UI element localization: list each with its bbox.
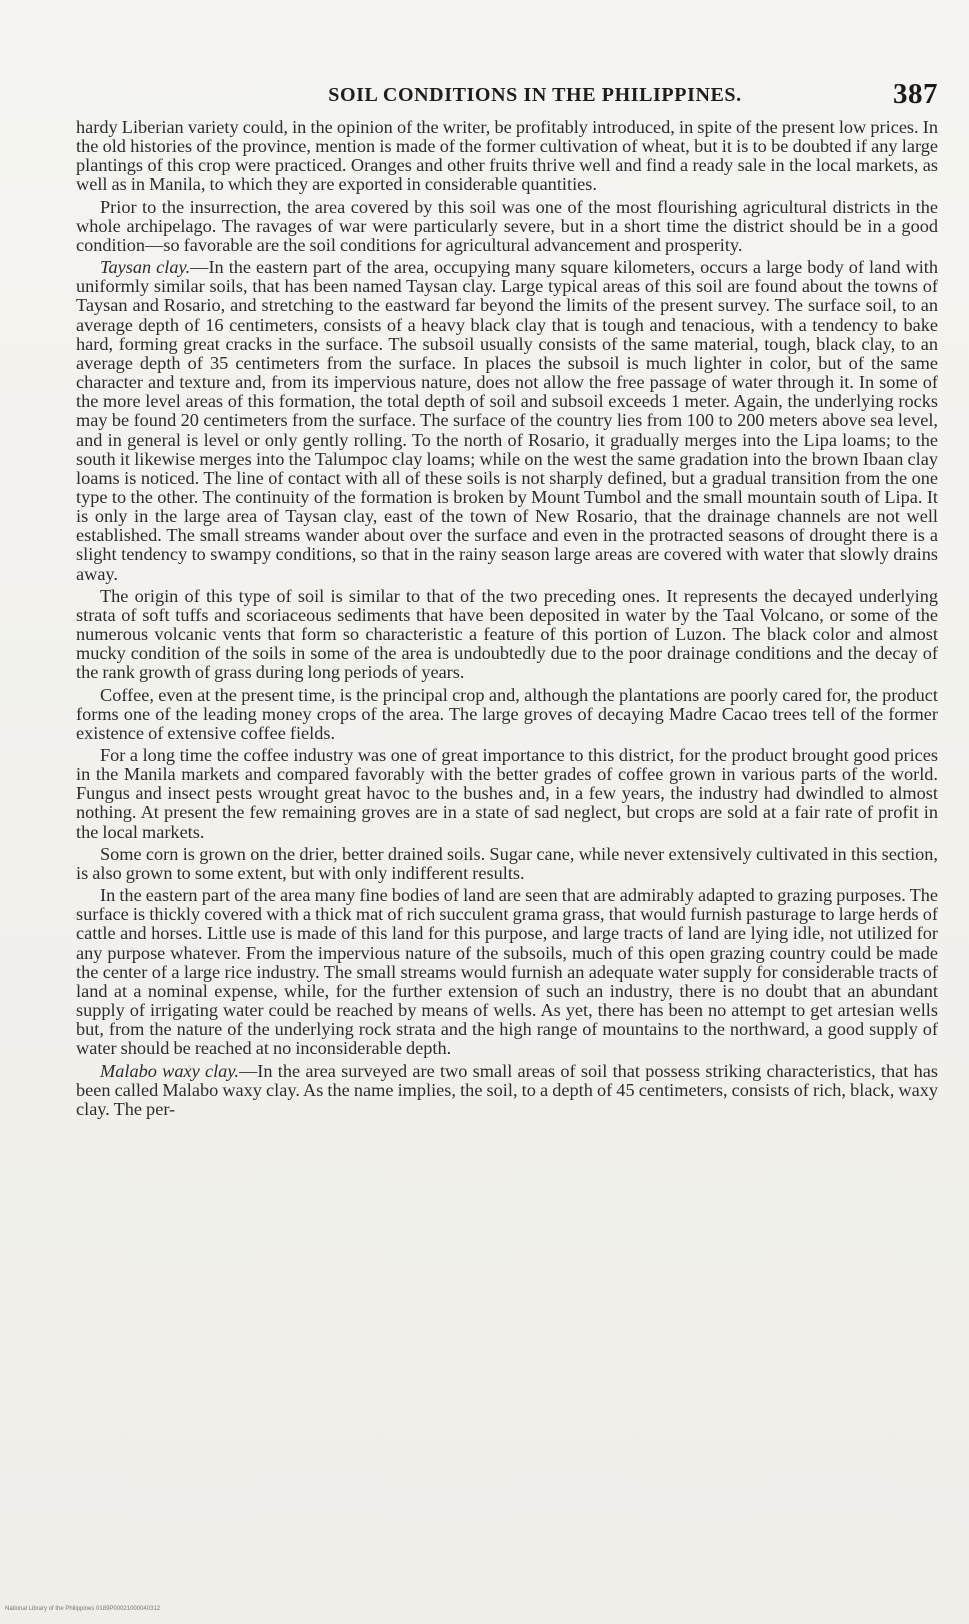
paragraph-grazing: [76, 886, 938, 1058]
section-heading-taysan-clay: Taysan clay.: [100, 257, 191, 278]
paragraph-malabo-waxy-clay: [76, 1062, 938, 1119]
section-heading-malabo-waxy-clay: Malabo waxy clay.: [100, 1060, 239, 1081]
paragraph-text: —In the area surveyed are two small areas of soil that possess striking characteristics, that has been called Malabo waxy clay. As the name implies, the soil, to a depth of 45 centimeters, consists of rich, black, waxy clay. The per-: [76, 1060, 938, 1119]
paragraph-text: Coffee, even at the present time, is the principal crop and, although the plantations are poorly cared for, the product forms one of the leading money crops of the area. The large groves of decaying Madre Cacao trees tell of the former existence of extensive coffee fields.: [76, 684, 938, 743]
paragraph-insurrection: [76, 198, 938, 255]
paragraph-taysan-clay: [76, 258, 938, 584]
running-head: SOIL CONDITIONS IN THE PHILIPPINES.: [328, 84, 742, 106]
paragraph-text: The origin of this type of soil is similar to that of the two preceding ones. It represents the decayed underlying strata of soft tuffs and scoriaceous sediments that have been deposited in water by the Taal Volcano, or some of the numerous volcanic vents that form so characteristic a feature of this portion of Luzon. The black color and almost mucky condition of the soils in some of the area is undoubtedly due to the poor drainage conditions and the decay of the rank growth of grass during long periods of years.: [76, 585, 938, 683]
paragraph-coffee: [76, 686, 938, 743]
paragraph-origin: [76, 587, 938, 683]
paragraph-text: Prior to the insurrection, the area covered by this soil was one of the most flourishing agricultural districts in the whole archipelago. The ravages of war were particularly severe, but in a short time the district should be in a good condition—so favorable are the soil conditions for agricultural advancement and prosperity.: [76, 196, 938, 255]
page-number: 387: [893, 78, 938, 110]
paragraph-corn-sugar: [76, 845, 938, 883]
paragraph-text: hardy Liberian variety could, in the opinion of the writer, be profitably introduced, in spite of the present low prices. In the old histories of the province, mention is made of the former cultivation of wheat, but it is to be doubted if any large plantings of this crop were practiced. Oranges and other fruits thrive well and find a ready sale in the local markets, as well as in Manila, to which they are exported in considerable quantities.: [76, 118, 938, 195]
scan-credit: National Library of the Philippines 0189P00021000040312: [5, 1606, 161, 1612]
paragraph-coffee-industry: [76, 746, 938, 842]
body-text: [76, 118, 938, 1568]
paragraph-text: In the eastern part of the area many fine bodies of land are seen that are admirably adapted to grazing purposes. The surface is thickly covered with a thick mat of rich succulent grama grass, that would furnish pasturage to large herds of cattle and horses. Little use is made of this land for this purpose, and large tracts of land are lying idle, not utilized for any purpose whatever. From the impervious nature of the subsoils, much of this open grazing country could be made the center of a large rice industry. The small streams would furnish an adequate water supply for considerable tracts of land at a nominal expense, while, for the further extension of such an industry, there is no doubt that an abundant supply of irrigating water could be reached by means of wells. As yet, there has been no attempt to get artesian wells but, from the nature of the underlying rock strata and the high range of mountains to the northward, a good supply of water should be reached at no inconsiderable depth.: [76, 885, 938, 1059]
paragraph-text: Some corn is grown on the drier, better drained soils. Sugar cane, while never extensively cultivated in this section, is also grown to some extent, but with only indifferent results.: [76, 843, 938, 883]
page-header: [60, 78, 940, 118]
paragraph-text: —In the eastern part of the area, occupying many square kilometers, occurs a large body of land with uniformly similar soils, that has been named Taysan clay. Large typical areas of this soil are found about the towns of Taysan and Rosario, and stretching to the eastward far beyond the limits of the present survey. The surface soil, to an average depth of 16 centimeters, consists of a heavy black clay that is tough and tenacious, with a tendency to bake hard, forming great cracks in the surface. The subsoil usually consists of the same material, tough, black clay, to an average depth of 35 centimeters from the surface. In places the subsoil is much lighter in color, but of the same character and texture and, from its impervious nature, does not allow the free passage of water through it. In some of the more level areas of this formation, the total depth of soil and subsoil exceeds 1 meter. Again, the underlying rocks may be found 20 centimeters from the surface. The surface of the country lies from 100 to 200 meters above sea level, and in general is level or only gently rolling. To the north of Rosario, it gradually merges into the Lipa loams; to the south it likewise merges into the Talumpoc clay loams; while on the west the same gradation into the brown Ibaan clay loams is noticed. The line of contact with all of these soils is not sharply defined, but a gradual transition from the one type to the other. The continuity of the formation is broken by Mount Tumbol and the small mountain south of Lipa. It is only in the large area of Taysan clay, east of the town of New Rosario, that the drainage channels are not well established. The small streams wander about over the surface and even in the protracted seasons of drought there is a slight tendency to swampy conditions, so that in the rainy season large areas are covered with water that slowly drains away.: [76, 257, 938, 584]
paragraph-text: For a long time the coffee industry was one of great importance to this district, for the product brought good prices in the Manila markets and compared favorably with the better grades of coffee grown in various parts of the world. Fungus and insect pests wrought great havoc to the bushes and, in a few years, the industry had dwindled to almost nothing. At present the few remaining groves are in a state of sad neglect, but crops are sold at a fair rate of profit in the local markets.: [76, 745, 938, 842]
paragraph-liberian-coffee: [76, 118, 938, 195]
